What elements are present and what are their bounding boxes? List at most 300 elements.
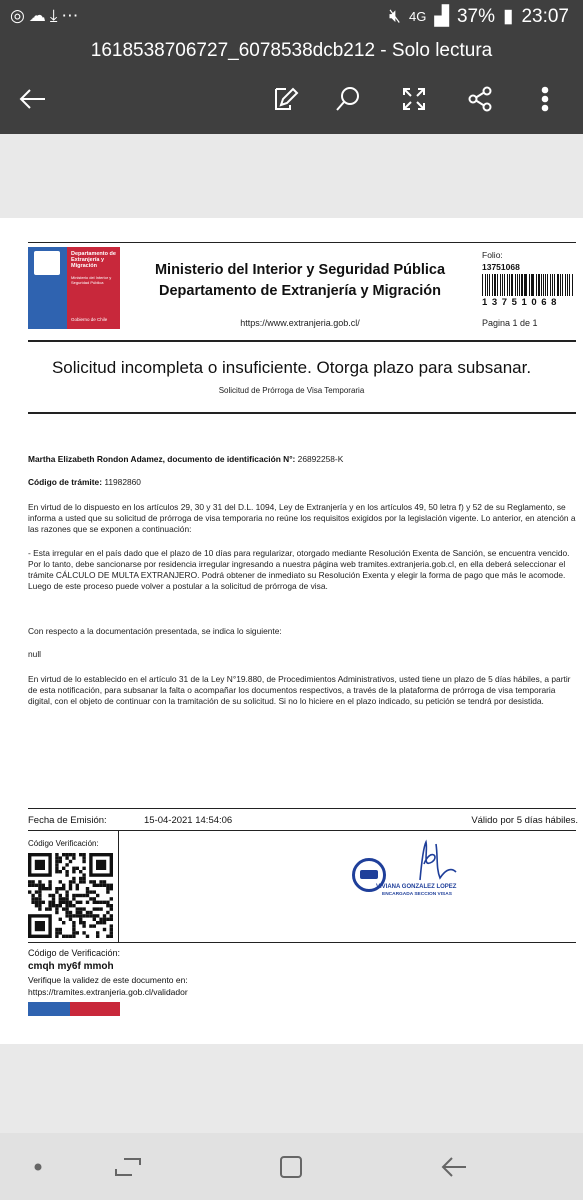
recents-button[interactable] [110,1149,146,1185]
qr-module [59,880,62,883]
qr-module [55,935,58,938]
qr-module [76,887,79,890]
qr-module [72,853,75,856]
qr-divider [118,830,119,942]
qr-module [62,867,65,870]
cloud-icon: ☁ [28,6,50,25]
emission-date: 15-04-2021 14:54:06 [144,815,233,826]
qr-module [106,884,109,887]
qr-module [76,931,79,934]
qr-module [79,870,82,873]
qr-module [79,918,82,921]
qr-module [86,887,89,890]
qr-module [65,894,68,897]
qr-module [72,931,75,934]
qr-module [38,887,41,890]
qr-module [62,887,65,890]
qr-module [110,935,113,938]
qr-module [31,880,34,883]
qr-module [72,877,75,880]
barcode-bar [538,274,539,296]
qr-module [28,880,31,883]
qr-module [59,887,62,890]
qr-module [96,935,99,938]
barcode-bar [532,274,534,296]
qr-module [59,897,62,900]
title-rule [28,412,576,414]
qr-module [31,897,34,900]
qr-module [59,901,62,904]
qr-module [69,887,72,890]
qr-module [99,918,102,921]
qr-module [48,887,51,890]
home-button[interactable] [273,1149,309,1185]
qr-module [72,921,75,924]
qr-module [110,884,113,887]
qr-module [96,884,99,887]
paragraph-documentation: Con respecto a la documentación presentada, se indica lo siguiente: [28,626,282,636]
qr-module [106,911,109,914]
tramite-code: 11982860 [104,477,141,487]
qr-module [96,914,99,917]
qr-module [86,911,89,914]
qr-module [99,921,102,924]
barcode-number: 13751068 [482,297,562,308]
qr-module [48,904,51,907]
qr-module [42,887,45,890]
qr-module [79,880,82,883]
qr-module [38,890,41,893]
qr-module [69,911,72,914]
qr-module [79,901,82,904]
qr-module [86,894,89,897]
qr-module [42,901,45,904]
qr-module [106,887,109,890]
barcode-bar [547,274,548,296]
qr-module [69,914,72,917]
qr-module [59,894,62,897]
qr-module [55,860,58,863]
qr-module [103,928,106,931]
barcode-bar [494,274,496,296]
qr-module [38,904,41,907]
header-bottom-rule [28,340,576,342]
qr-module [106,904,109,907]
qr-module [72,856,75,859]
whatsapp-icon: ◎ [10,6,29,25]
qr-module [69,918,72,921]
qr-module [52,904,55,907]
search-button[interactable] [331,82,365,116]
qr-module [93,880,96,883]
qr-module [35,901,38,904]
qr-module [55,904,58,907]
qr-module [59,904,62,907]
qr-module [106,918,109,921]
logo-text-government: Gobierno de Chile [71,317,108,322]
qr-module [110,897,113,900]
qr-module [93,890,96,893]
qr-module [28,890,31,893]
barcode-bar [572,274,573,296]
qr-module [72,880,75,883]
barcode-bar [550,274,551,296]
barcode-bar [565,274,566,296]
ministry-name: Ministerio del Interior y Seguridad Pública [154,262,446,278]
qr-module [96,921,99,924]
qr-module [82,880,85,883]
qr-module [31,901,34,904]
qr-module [52,894,55,897]
qr-module [103,921,106,924]
barcode-bar [519,274,520,296]
qr-module [59,860,62,863]
qr-module [76,901,79,904]
barcode-bar [569,274,570,296]
qr-module [48,884,51,887]
qr-module [55,887,58,890]
qr-module [38,894,41,897]
home-icon [278,1154,304,1180]
qr-module [72,935,75,938]
barcode-bar [492,274,493,296]
handwritten-signature [410,838,460,884]
qr-module [69,880,72,883]
resolution-title: Solicitud incompleta o insuficiente. Otorga plazo para subsanar. [51,358,532,377]
barcode-bar [567,274,568,296]
barcode-bar [497,274,498,296]
barcode-bar [500,274,501,296]
document-page [0,218,583,1044]
chile-flag-bar [28,1002,120,1016]
barcode-bar [504,274,505,296]
qr-module [99,884,102,887]
qr-module [93,924,96,927]
folio-label: Folio: [482,250,503,260]
request-type: Solicitud de Prórroga de Visa Temporaria [218,386,365,395]
coat-of-arms-icon [34,251,60,275]
qr-module [65,863,68,866]
qr-module [55,856,58,859]
qr-module [79,894,82,897]
qr-module [62,884,65,887]
qr-module [79,853,82,856]
qr-module [110,907,113,910]
qr-module [89,880,92,883]
qr-module [82,931,85,934]
qr-module [69,901,72,904]
footer-mid-rule [28,830,576,831]
qr-module [93,918,96,921]
qr-module [55,867,58,870]
qr-module [45,887,48,890]
verify-instructions: Verifique la validez de este documento en: [28,975,188,985]
signer-role: ENCARGADA SECCION VISAS [382,892,452,897]
qr-module [59,928,62,931]
department-name: Departamento de Extranjería y Migración [158,283,442,299]
qr-module [72,894,75,897]
qr-module [28,884,31,887]
qr-module [89,897,92,900]
qr-module [69,904,72,907]
qr-module [82,877,85,880]
qr-module [65,873,68,876]
qr-module [103,880,106,883]
qr-module [65,853,68,856]
qr-module [79,914,82,917]
qr-module [110,928,113,931]
qr-module [55,911,58,914]
qr-module [55,870,58,873]
qr-module [48,901,51,904]
tramite-label: Código de trámite: [28,477,102,487]
barcode-bar [487,274,488,296]
qr-module [86,914,89,917]
battery-percent: 37% [456,5,495,27]
document-filename: 1618538706727_6078538dcb212 - Solo lectura [90,40,493,61]
qr-module [89,890,92,893]
qr-module [79,907,82,910]
qr-module [59,918,62,921]
qr-module [55,931,58,934]
qr-module [65,890,68,893]
qr-module [38,907,41,910]
qr-module [93,901,96,904]
qr-module [106,901,109,904]
barcode-bar [525,274,526,296]
qr-module [110,887,113,890]
verification-code: cmqh my6f mmoh [28,961,114,972]
barcode-bar [502,274,503,296]
qr-module [65,901,68,904]
edit-button[interactable] [268,82,302,116]
qr-module [35,860,45,870]
barcode-bar [541,274,542,296]
qr-module [59,931,62,934]
mute-icon: 🔇︎ [389,5,401,27]
qr-module [65,856,68,859]
qr-module [55,890,58,893]
emission-row [28,815,578,826]
qr-module [76,884,79,887]
qr-module [72,870,75,873]
nav-back-button[interactable] [436,1149,472,1185]
barcode-bar [545,274,546,296]
government-logo [28,247,120,329]
qr-module [103,901,106,904]
status-bar [0,0,583,34]
qr-module [79,921,82,924]
qr-module [96,931,99,934]
qr-module [72,897,75,900]
barcode-bar [521,274,522,296]
qr-module [89,924,92,927]
qr-module [72,867,75,870]
barcode-bar [562,274,563,296]
qr-module [110,924,113,927]
paragraph-legal-basis: En virtud de lo dispuesto en los artículos 29, 30 y 31 del D.L. 1094, Ley de Extranjería y en los artículos 49, 50 letra f) y 52 de su Reglamento, se informa a usted que su solicitud de prórroga de visa temporaria no reúne los requisitos exigidos por la legislación vigente. Lo anterior, en atención a las razones que se exponen a continuación: [28,502,576,534]
signal-icon: ▟ [434,6,449,27]
footer-bottom-rule [28,942,576,943]
barcode-bar [511,274,513,296]
barcode-bar [529,274,530,296]
dot-icon [33,1162,43,1172]
qr-module [82,924,85,927]
qr-module [45,907,48,910]
qr-module [89,914,92,917]
qr-module [48,880,51,883]
search-icon [334,85,362,113]
qr-module [62,921,65,924]
qr-module [65,897,68,900]
qr-module [110,904,113,907]
qr-module [62,853,65,856]
share-icon [466,85,494,113]
qr-module [62,935,65,938]
expand-icon [400,85,428,113]
qr-module [35,921,45,931]
qr-module [82,856,85,859]
qr-module [82,867,85,870]
qr-module [96,901,99,904]
qr-module [35,904,38,907]
more-dots-icon: ⋯ [61,6,83,25]
back-button[interactable] [15,82,49,116]
qr-module [31,884,34,887]
qr-module [69,935,72,938]
qr-module [72,924,75,927]
qr-module [76,894,79,897]
qr-module [48,894,51,897]
fullscreen-button[interactable] [397,82,431,116]
qr-module [86,890,89,893]
barcode-bar [536,274,537,296]
barcode-bar [507,274,508,296]
qr-module [35,884,38,887]
paragraph-deadline: En virtud de lo establecido en el artículo 31 de la Ley N°19.880, de Procedimientos Administrativos, usted tiene un plazo de 5 días hábiles, a partir de esta notificación, para subsanar la falta o acompañar los documentos respectivos, a través de la plataforma de prórroga de visa temporaria digital, con el objeto de continuar con la tramitación de su solicitud. Si no lo hiciere en el plazo indicado, su petición se tendrá por desistida. [28,674,571,706]
qr-module [55,928,58,931]
tramite-line [28,477,580,488]
qr-module [55,907,58,910]
qr-module [103,884,106,887]
clock: 23:07 [521,5,569,27]
more-vert-icon [541,85,549,113]
qr-module [35,890,38,893]
qr-module [96,860,106,870]
battery-icon: ▮ [502,6,514,27]
back-icon [440,1155,468,1179]
qr-module [65,870,68,873]
qr-label: Código Verificación: [28,839,99,848]
qr-module [110,914,113,917]
qr-module [89,911,92,914]
system-status [389,5,569,28]
qr-module [82,914,85,917]
qr-module [65,904,68,907]
qr-module [93,914,96,917]
qr-module [38,897,41,900]
qr-module [76,867,79,870]
signer-name: VIVIANA GONZALEZ LOPEZ [376,884,457,890]
barcode [482,274,574,296]
paragraph-null: null [28,649,42,659]
barcode-bar [554,274,555,296]
qr-module [38,901,41,904]
qr-module [103,918,106,921]
barcode-bar [517,274,518,296]
barcode-bar [560,274,561,296]
qr-module [69,853,72,856]
viewer-toolbar [0,34,583,134]
applicant-name: Martha Elizabeth Rondon Adamez, documento de identificación N°: [28,454,296,464]
qr-module [103,914,106,917]
qr-module [65,911,68,914]
barcode-bar [489,274,490,296]
qr-module [48,907,51,910]
edit-pen-icon [271,85,299,113]
paragraph-reason: - Esta irregular en el país dado que el plazo de 10 días para regularizar, otorgado mediante Resolución Exenta de Sanción, se encuentra vencido. Por lo tanto, debe sancionarse por residencia irregular ingresando a nuestra página web tramites.extranjeria.gob.cl, en ella deberá seleccionar el trámite CÁLCULO DE MULTA EXTRANJERO. Podrá obtener de inmediato su Resolución Exenta y elegir la forma de pago que más le acomode. Luego de este proceso puede volver a postular a la solicitud de prórroga de visa. [28,548,570,591]
qr-module [35,897,38,900]
notification-icons [10,6,82,26]
back-arrow-icon [17,87,47,111]
qr-module [72,904,75,907]
qr-module [65,907,68,910]
qr-module [31,894,34,897]
more-options-button[interactable] [528,82,562,116]
barcode-bar [515,274,516,296]
barcode-bar [531,274,532,296]
network-label: 4G [408,9,427,24]
qr-module [52,897,55,900]
qr-module [79,911,82,914]
logo-text-department: Departamento de Extranjería y Migración [71,251,116,269]
qr-module [38,880,41,883]
qr-module [59,870,62,873]
barcode-bar [552,274,553,296]
verification-label: Código de Verificación: [28,948,121,958]
page-counter: Pagina 1 de 1 [482,318,538,328]
nav-dot-button[interactable] [20,1149,56,1185]
issuer-heading [120,260,480,302]
issuer-url: https://www.extranjeria.gob.cl/ [240,318,360,328]
qr-module [96,907,99,910]
qr-module [82,853,85,856]
qr-module [38,884,41,887]
qr-module [106,935,109,938]
qr-module [93,884,96,887]
footer-top-rule [28,808,576,809]
verify-url: https://tramites.extranjeria.gob.cl/validador [28,987,188,997]
logo-text-ministry: Ministerio del Interior y Seguridad Pública [71,275,112,285]
qr-module [82,894,85,897]
qr-module [72,928,75,931]
qr-module [65,914,68,917]
barcode-bar [482,274,483,296]
qr-module [82,907,85,910]
qr-module [42,884,45,887]
applicant-id: 26892258-K [297,454,344,464]
barcode-bar [557,274,559,296]
android-nav-bar [0,1133,583,1200]
share-button[interactable] [463,82,497,116]
qr-module [76,911,79,914]
qr-module [62,897,65,900]
qr-module [69,884,72,887]
qr-module [72,914,75,917]
qr-module [110,931,113,934]
qr-module [55,853,58,856]
applicant-line [28,454,580,465]
